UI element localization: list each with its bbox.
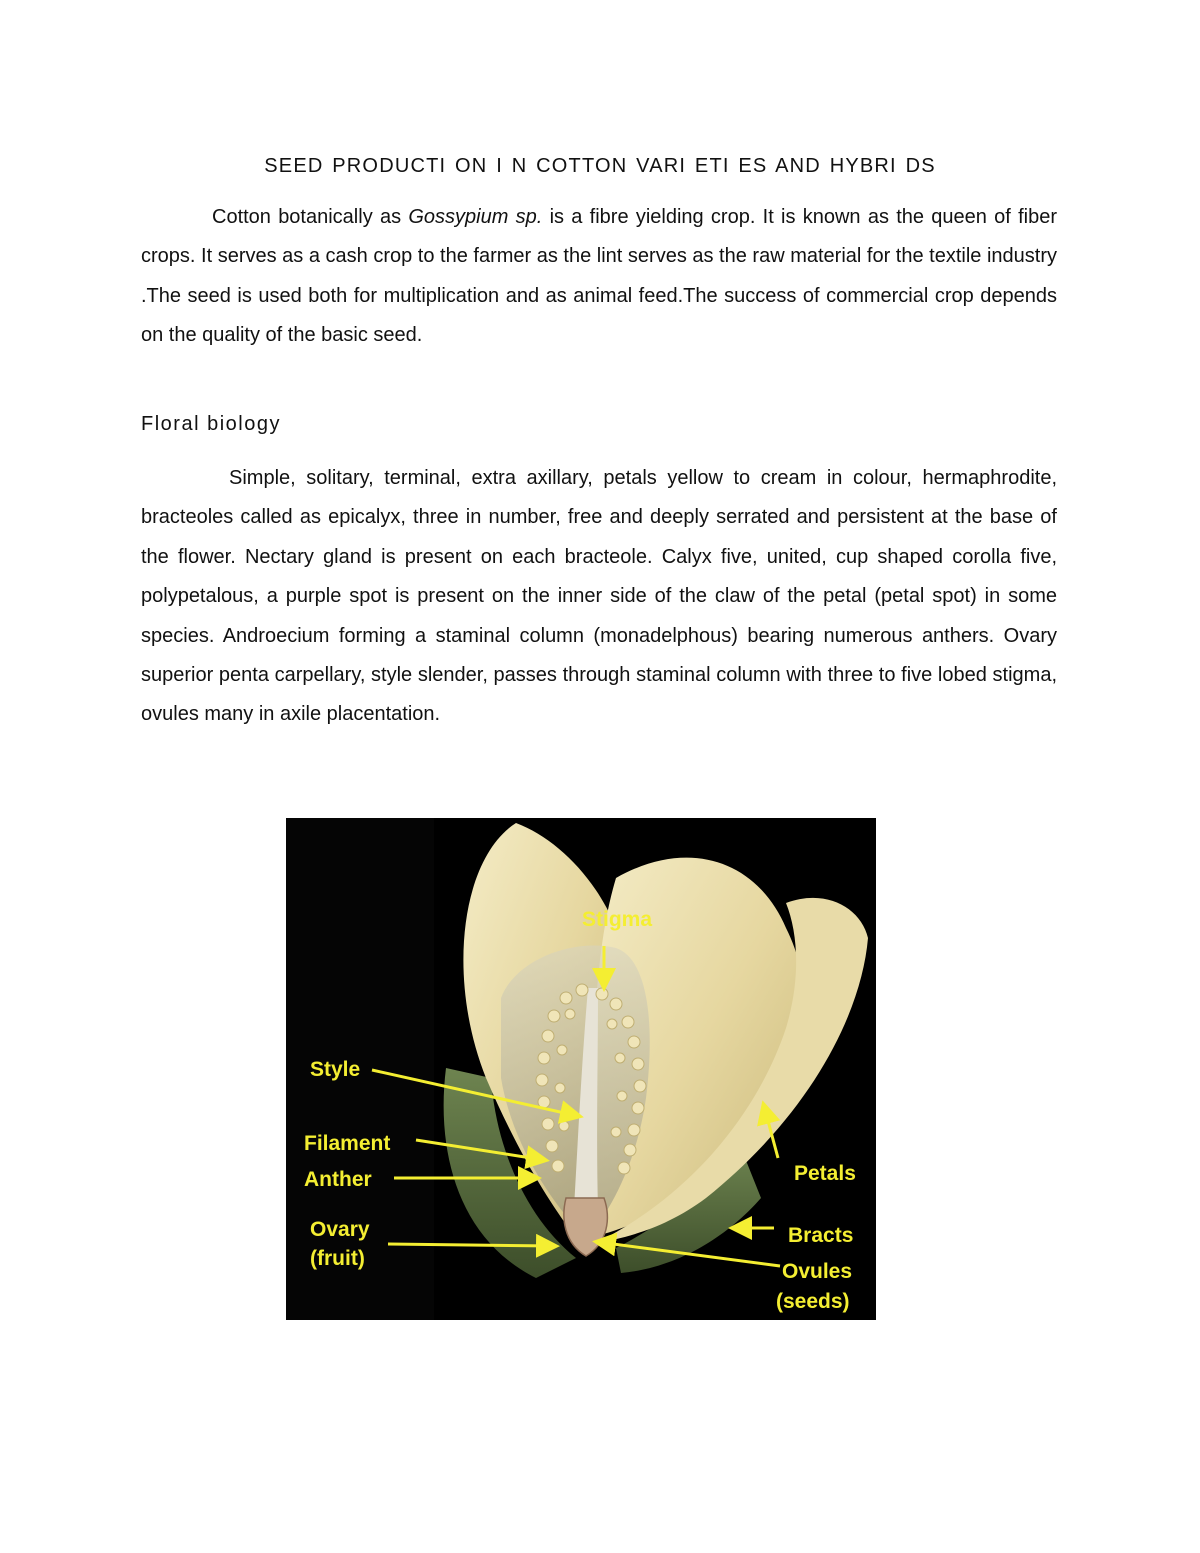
ovary-label-sub: (fruit): [310, 1247, 365, 1270]
ovary-label: Ovary: [310, 1218, 370, 1241]
floral-biology-paragraph: Simple, solitary, terminal, extra axillary, petals yellow to cream in colour, hermaphrodite, bracteoles called as epicalyx, three in number, free and deeply serrated and persistent at the base of the flower. Nectary gland is present on each bracteole. Calyx five, united, cup shaped corolla five, polypetalous, a purple spot is present on the inner side of the claw of the petal (petal spot) in some species. Androecium forming a staminal column (monadelphous) bearing numerous anthers. Ovary superior penta carpellary, style slender, passes through staminal column with three to five lobed stigma, ovules many in axile placentation.: [141, 467, 1057, 726]
bracts-label: Bracts: [788, 1224, 854, 1247]
cotton-flower-figure: [286, 818, 876, 1320]
intro-text-start: Cotton botanically as: [212, 206, 409, 228]
stigma-label: Stigma: [582, 908, 653, 931]
anther-label: Anther: [304, 1168, 372, 1191]
section-heading: Floral biology: [141, 413, 281, 435]
intro-text-end: is a fibre yielding crop. It is known as the queen of fiber crops. It serves as a cash crop to the farmer as the lint serves as the raw material for the textile industry .The seed is used both for multiplication and as animal feed.The success of commercial crop depends on the quality of the basic seed.: [141, 206, 1057, 347]
ovary-arrow: [388, 1244, 554, 1246]
document-title: SEED PRODUCTI ON I N COTTON VARI ETI ES AND HYBRI DS: [264, 155, 936, 177]
petals-label: Petals: [794, 1162, 856, 1185]
style-label: Style: [310, 1058, 361, 1081]
species-name: Gossypium sp.: [408, 206, 543, 228]
cotton-flower-diagram: [286, 818, 876, 1320]
ovules-label-sub: (seeds): [776, 1290, 850, 1313]
filament-label: Filament: [304, 1132, 391, 1155]
intro-paragraph: [141, 198, 1057, 356]
ovules-label: Ovules: [782, 1260, 853, 1283]
